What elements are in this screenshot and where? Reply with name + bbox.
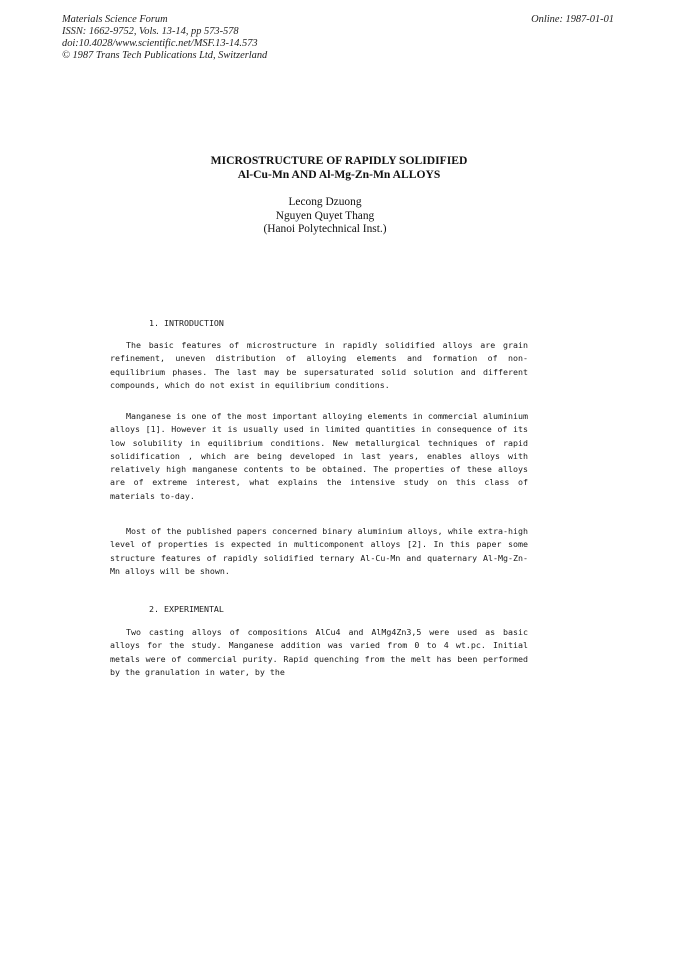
online-date: Online: 1987-01-01: [531, 14, 614, 25]
author-2: Nguyen Quyet Thang: [275, 209, 375, 222]
paragraph-text: The basic features of microstructure in rapidly solidified alloys are grain refinement, uneven distribution of alloying elements and formation of non-equilibrium phases. The last may be supersaturated solid solution and different compounds, which do not exist in equilibrium conditions.: [110, 340, 528, 390]
paragraph-text: Two casting alloys of compositions AlCu4 and AlMg4Zn3,5 were used as basic alloys for the study. Manganese addition was varied from 0 to 4 wt.pc. Initial metals were of commercial purity. Rapid quenching from the melt has been performed by the granulation in water, by the: [110, 627, 528, 677]
introduction-paragraph-3: [110, 525, 528, 578]
experimental-heading: 2. EXPERIMENTAL: [149, 604, 224, 614]
experimental-paragraph-1: [110, 626, 528, 679]
issn-line: ISSN: 1662-9752, Vols. 13-14, pp 573-578: [62, 26, 239, 37]
doi-line[interactable]: doi:10.4028/www.scientific.net/MSF.13-14.573: [62, 38, 258, 49]
journal-header: [62, 14, 267, 62]
copyright-line: © 1987 Trans Tech Publications Ltd, Switzerland: [62, 50, 268, 61]
paragraph-text: Most of the published papers concerned binary aluminium alloys, while extra-high level of properties is expected in multicomponent alloys [2]. In this paper some structure features of rapidly solidified ternary Al-Cu-Mn and quaternary Al-Mg-Zn-Mn alloys will be shown.: [110, 526, 528, 576]
introduction-paragraph-1: [110, 339, 528, 392]
paragraph-text: Manganese is one of the most important alloying elements in commercial aluminium alloys [1]. However it is usually used in limited quantities in consequence of its low solubility in equilibrium conditions. New metallurgical techniques of rapid solidification , which are being developed in last years, enables alloys with relatively high manganese contents to be obtained. The properties of these alloys are of extreme interest, what explains the intensive study on this class of materials to-day.: [110, 411, 528, 501]
author-1: Lecong Dzuong: [288, 196, 362, 208]
author-block: [0, 196, 650, 237]
journal-name: Materials Science Forum: [62, 14, 168, 25]
introduction-heading: 1. INTRODUCTION: [149, 318, 224, 328]
introduction-paragraph-2: [110, 410, 528, 503]
title-line-2: Al-Cu-Mn AND Al-Mg-Zn-Mn ALLOYS: [237, 168, 441, 181]
paper-title: [0, 154, 678, 182]
title-line-1: MICROSTRUCTURE OF RAPIDLY SOLIDIFIED: [210, 154, 468, 167]
affiliation: (Hanoi Polytechnical Inst.): [263, 223, 387, 235]
